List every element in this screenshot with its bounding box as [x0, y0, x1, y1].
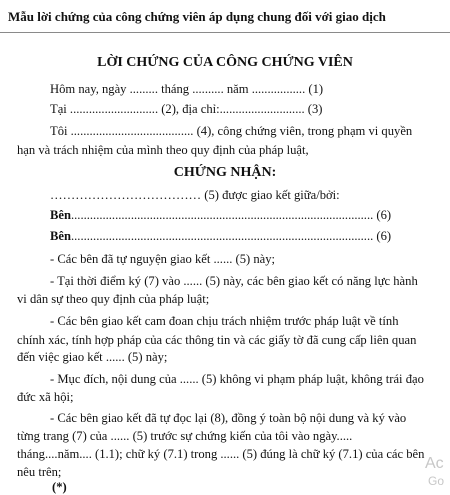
- header-title: Mẫu lời chứng của công chứng viên áp dụng chung đối với giao dịch: [8, 9, 386, 24]
- clause-3-line-1: - Các bên giao kết cam đoan chịu trách nhiệm trước pháp luật về tính: [50, 314, 399, 328]
- clause-3-line-3: đến việc giao kết ...... (5) này;: [17, 350, 168, 364]
- clause-4-line-2: đức xã hội;: [17, 390, 74, 404]
- footnote-marker: (*): [52, 480, 67, 494]
- contract-line: ……………………………… (5) được giao kết giữa/bởi:: [50, 188, 340, 202]
- certify-heading: CHỨNG NHẬN:: [173, 165, 277, 180]
- party-2-line: [50, 229, 391, 244]
- party-2-label: Bên: [50, 229, 71, 243]
- clause-5-line-1: - Các bên giao kết đã tự đọc lại (8), đồng ý toàn bộ nội dung và ký vào: [50, 411, 407, 425]
- clause-5-line-2: từng trang (7) của ...... (5) trước sự chứng kiến của tôi vào ngày.....: [17, 429, 353, 443]
- intro-line-1: Tôi ....................................... (4), công chứng viên, trong phạm vi quyền: [50, 124, 413, 138]
- clause-3-line-2: chính xác, tính hợp pháp của các thông tin và các giấy tờ đã cung cấp liên quan: [17, 333, 417, 347]
- party-2-rest: ................................................................................................ (6): [71, 229, 392, 243]
- party-1-label: Bên: [50, 208, 71, 222]
- intro-line-2: hạn và trách nhiệm của mình theo quy định của pháp luật,: [17, 143, 309, 157]
- clause-5-line-3: tháng....năm.... (1.1); chữ ký (7.1) trong ...... (5) đúng là chữ ký (7.1) của các bên: [17, 447, 425, 461]
- clause-2-line-1: - Tại thời điểm ký (7) vào ...... (5) này, các bên giao kết có năng lực hành: [50, 274, 418, 288]
- date-line: Hôm nay, ngày ......... tháng .......... năm ................. (1): [50, 82, 324, 96]
- clause-4-line-1: - Mục đích, nội dung của ...... (5) không vi phạm pháp luật, không trái đạo: [50, 372, 424, 386]
- party-1-rest: ................................................................................................ (6): [71, 208, 392, 222]
- watermark-line-2: Go: [428, 474, 445, 488]
- party-1-line: [50, 208, 391, 223]
- clause-5-line-4: nêu trên;: [17, 465, 62, 479]
- document-title: LỜI CHỨNG CỦA CÔNG CHỨNG VIÊN: [97, 55, 353, 70]
- clause-1: - Các bên đã tự nguyện giao kết ...... (5) này;: [50, 252, 276, 266]
- watermark-line-1: Ac: [425, 455, 444, 472]
- header-divider: [0, 32, 450, 33]
- clause-2-line-2: vi dân sự theo quy định của pháp luật;: [17, 292, 210, 306]
- place-line: Tại ............................ (2), địa chỉ:........................... (3): [50, 102, 323, 116]
